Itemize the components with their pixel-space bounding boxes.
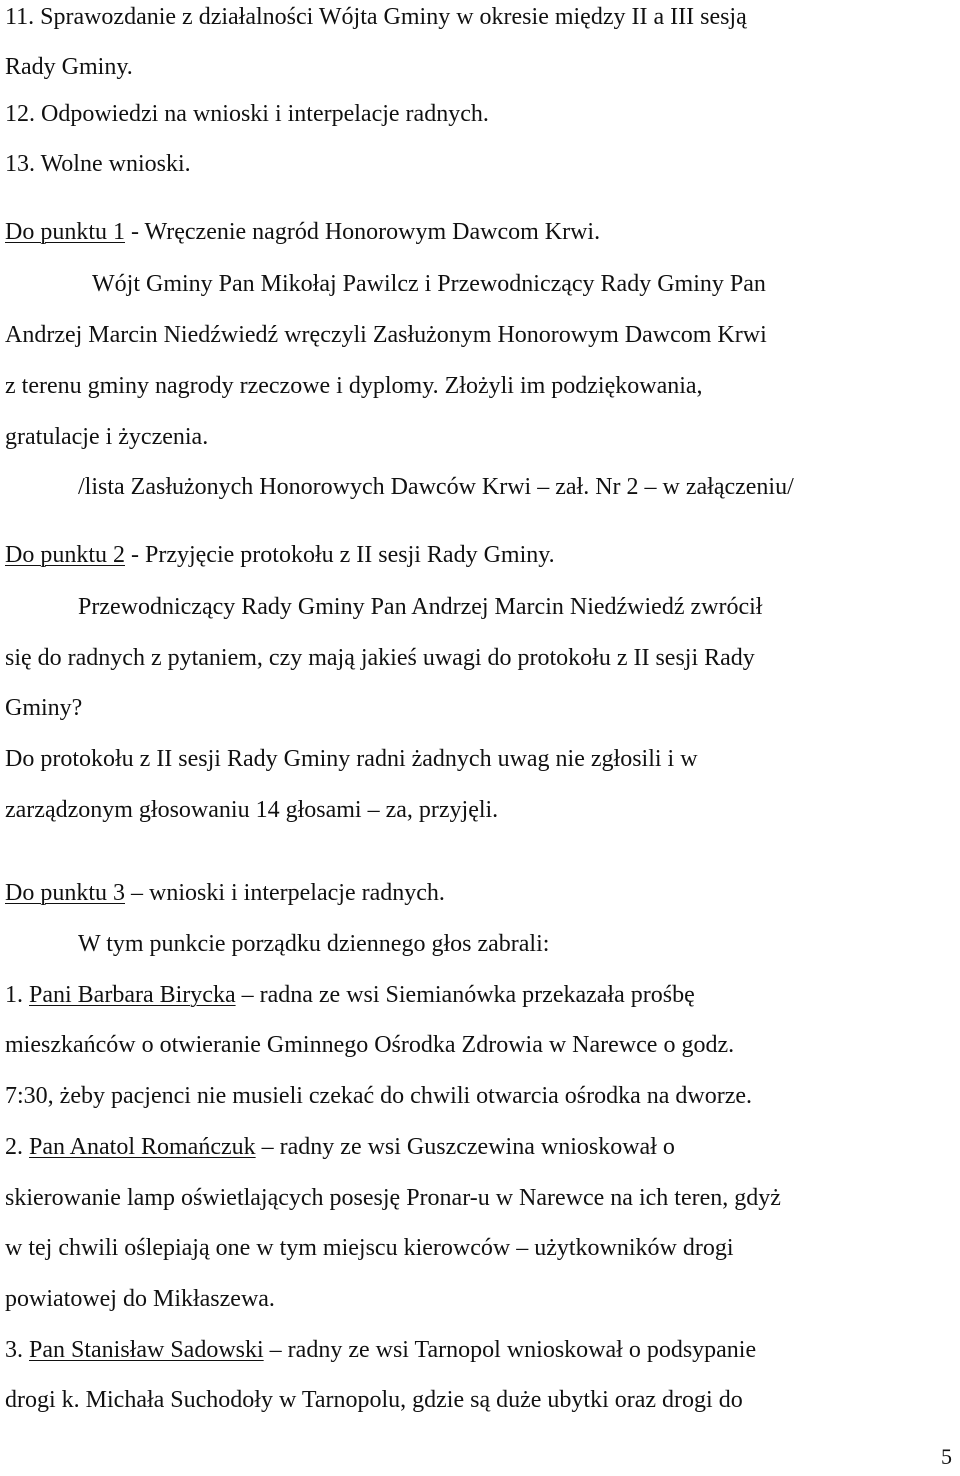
speaker-3-line-2: drogi k. Michała Suchodoły w Tarnopolu, gdzie są duże ubytki oraz drogi do [5, 1387, 743, 1413]
point-1-paragraph-line-1: Wójt Gminy Pan Mikołaj Pawilcz i Przewodniczący Rady Gminy Pan [92, 271, 766, 297]
agenda-item-13: 13. Wolne wnioski. [5, 151, 191, 177]
point-2-paragraph-line-3: Gminy? [5, 695, 83, 721]
point-3-label: Do punktu 3 [5, 880, 125, 906]
point-1-label: Do punktu 1 [5, 219, 125, 245]
speaker-1-name: Pani Barbara Birycka [29, 982, 236, 1008]
point-1-paragraph-line-4: gratulacje i życzenia. [5, 424, 209, 450]
speaker-3-line-1 [5, 1335, 756, 1365]
point-2-title: - Przyjęcie protokołu z II sesji Rady Gminy. [125, 542, 555, 568]
speaker-2-line-2: skierowanie lamp oświetlających posesję Pronar-u w Narewce na ich teren, gdyż [5, 1185, 781, 1211]
attachment-note: /lista Zasłużonych Honorowych Dawców Krwi – zał. Nr 2 – w załączeniu/ [78, 474, 794, 500]
point-2-heading [5, 540, 555, 570]
speaker-2-line-3: w tej chwili oślepiają one w tym miejscu kierowców – użytkowników drogi [5, 1235, 734, 1261]
speaker-2-line-4: powiatowej do Mikłaszewa. [5, 1286, 275, 1312]
point-2-paragraph-line-4: Do protokołu z II sesji Rady Gminy radni żadnych uwag nie zgłosili i w [5, 746, 698, 772]
speaker-3-number: 3. [5, 1337, 29, 1363]
page-number: 5 [941, 1444, 952, 1469]
speaker-2-name: Pan Anatol Romańczuk [29, 1134, 256, 1160]
point-1-heading [5, 217, 600, 247]
point-1-paragraph-line-2: Andrzej Marcin Niedźwiedź wręczyli Zasłużonym Honorowym Dawcom Krwi [5, 322, 767, 348]
speaker-2-text: – radny ze wsi Guszczewina wnioskował o [255, 1134, 675, 1160]
speaker-1-number: 1. [5, 982, 29, 1008]
agenda-item-11-line-1: 11. Sprawozdanie z działalności Wójta Gminy w okresie między II a III sesją [5, 4, 747, 30]
point-3-heading [5, 878, 445, 908]
speaker-1-line-3: 7:30, żeby pacjenci nie musieli czekać do chwili otwarcia ośrodka na dworze. [5, 1083, 753, 1109]
speaker-3-name: Pan Stanisław Sadowski [29, 1337, 264, 1363]
point-2-paragraph-line-2: się do radnych z pytaniem, czy mają jakieś uwagi do protokołu z II sesji Rady [5, 645, 755, 671]
point-3-title: – wnioski i interpelacje radnych. [125, 880, 445, 906]
point-1-title: - Wręczenie nagród Honorowym Dawcom Krwi. [125, 219, 601, 245]
agenda-item-12: 12. Odpowiedzi na wnioski i interpelacje radnych. [5, 101, 489, 127]
point-2-paragraph-line-1: Przewodniczący Rady Gminy Pan Andrzej Marcin Niedźwiedź zwrócił [78, 594, 763, 620]
speaker-1-text: – radna ze wsi Siemianówka przekazała prośbę [235, 982, 695, 1008]
speaker-3-text: – radny ze wsi Tarnopol wnioskował o podsypanie [263, 1337, 757, 1363]
speaker-2-number: 2. [5, 1134, 29, 1160]
point-1-paragraph-line-3: z terenu gminy nagrody rzeczowe i dyplomy. Złożyli im podziękowania, [5, 373, 703, 399]
agenda-item-11-line-2: Rady Gminy. [5, 54, 133, 80]
speaker-1-line-2: mieszkańców o otwieranie Gminnego Ośrodka Zdrowia w Narewce o godz. [5, 1032, 735, 1058]
speaker-1-line-1 [5, 980, 695, 1010]
point-2-paragraph-line-5: zarządzonym głosowaniu 14 głosami – za, przyjęli. [5, 797, 499, 823]
point-3-intro: W tym punkcie porządku dziennego głos zabrali: [78, 931, 550, 957]
speaker-2-line-1 [5, 1132, 675, 1162]
point-2-label: Do punktu 2 [5, 542, 125, 568]
